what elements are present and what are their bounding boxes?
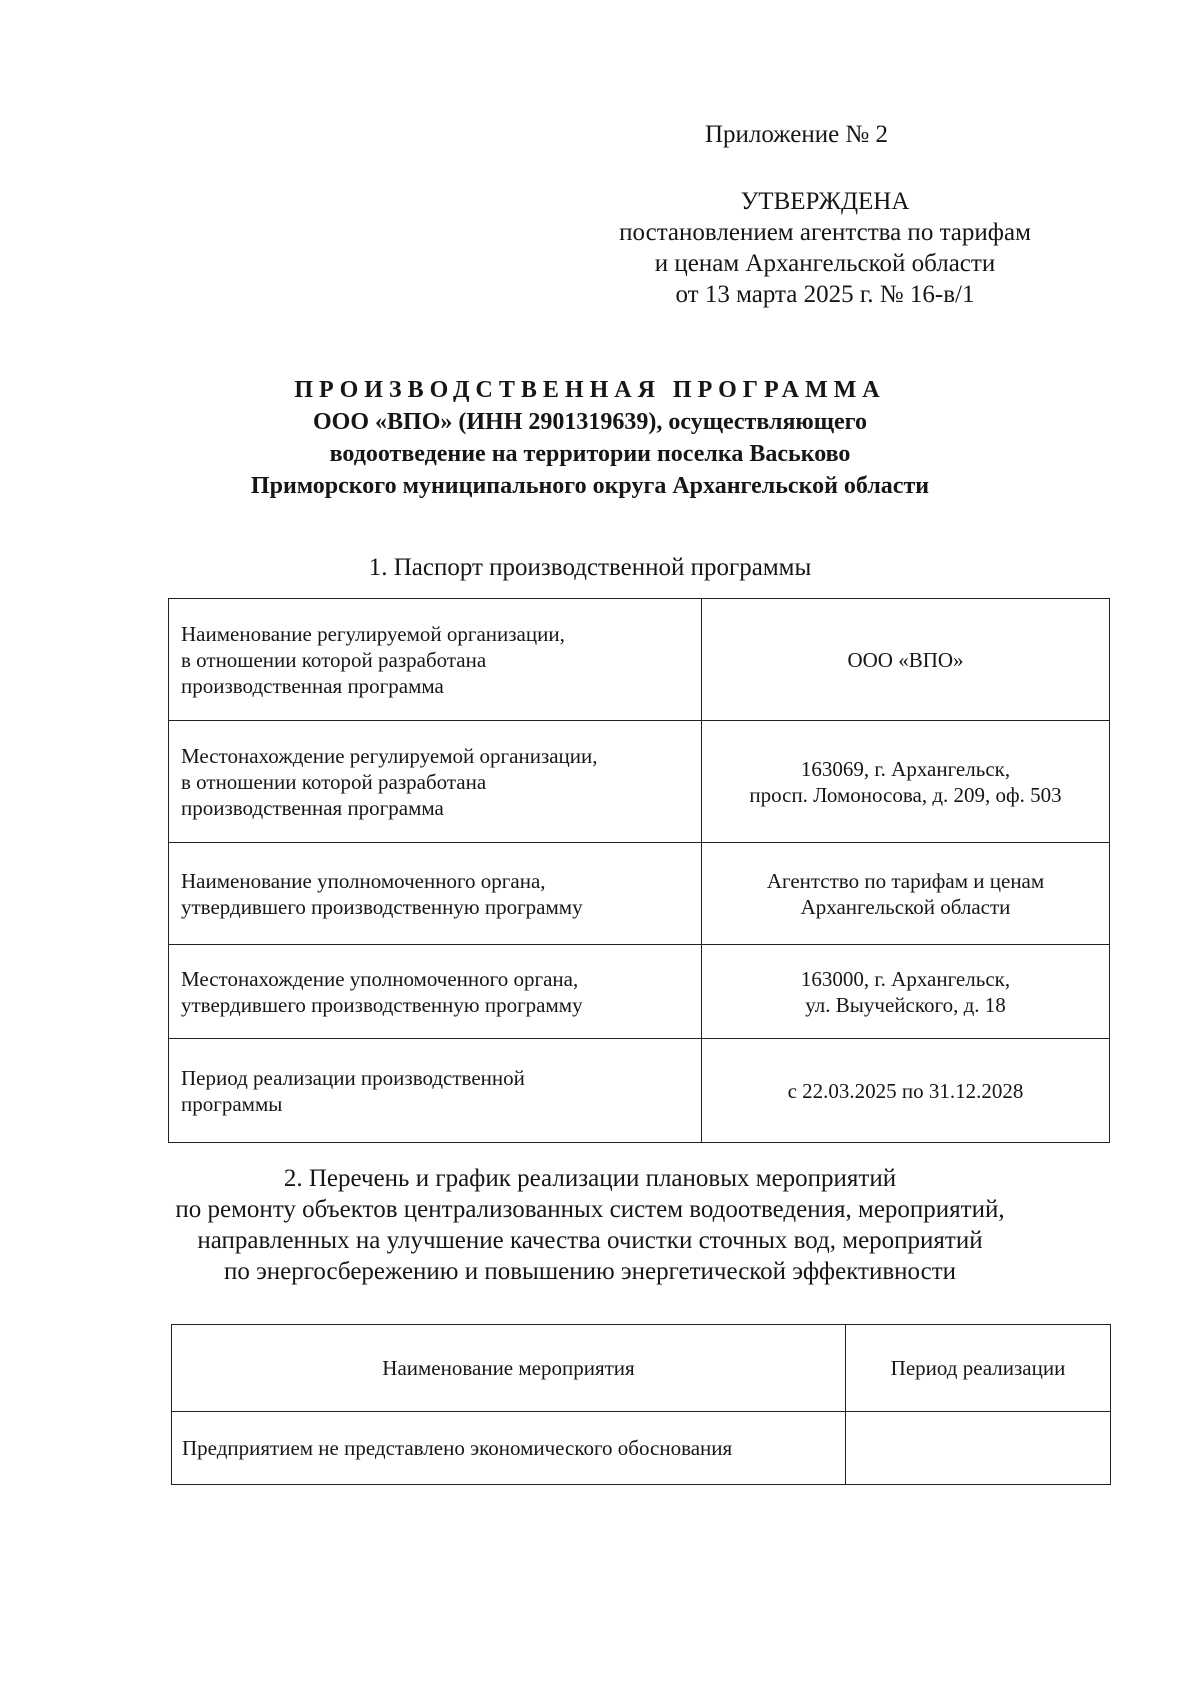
title-main: ПРОИЗВОДСТВЕННАЯ ПРОГРАММА <box>294 377 886 403</box>
section2-heading-line: по ремонту объектов централизованных систем водоотведения, мероприятий, <box>175 1196 1005 1223</box>
title-line: Приморского муниципального округа Архангельской области <box>250 473 930 499</box>
approval-line: от 13 марта 2025 г. № 16-в/1 <box>675 281 975 308</box>
column-header-period: Период реализации <box>846 1325 1111 1412</box>
measure-name-cell: Предприятием не представлено экономического обоснования <box>172 1412 846 1485</box>
cell-line: производственная программа <box>181 673 444 698</box>
cell-line: производственная программа <box>181 795 444 820</box>
cell-line: Местонахождение уполномоченного органа, <box>181 966 579 991</box>
cell-line: Архангельской области <box>800 894 1011 919</box>
approval-line: и ценам Архангельской области <box>654 250 996 277</box>
appendix-label: Приложение № 2 <box>705 121 889 148</box>
cell-line: просп. Ломоносова, д. 209, оф. 503 <box>749 782 1062 807</box>
passport-value <box>702 599 1110 721</box>
table-row <box>169 721 1110 843</box>
passport-value <box>702 721 1110 843</box>
title-line: водоотведение на территории поселка Васьково <box>329 441 851 467</box>
cell-line: Местонахождение регулируемой организации, <box>181 743 598 768</box>
cell-line: Наименование регулируемой организации, <box>181 621 565 646</box>
passport-value <box>702 1039 1110 1143</box>
cell-line: Наименование уполномоченного органа, <box>181 868 546 893</box>
passport-table <box>168 598 1110 1143</box>
table-row <box>169 599 1110 721</box>
program-title <box>150 374 1030 502</box>
measures-table <box>171 1324 1111 1485</box>
section1-heading-text: 1. Паспорт производственной программы <box>368 554 812 581</box>
cell-line: Период реализации производственной <box>181 1065 525 1090</box>
table-row <box>169 945 1110 1039</box>
measure-period-cell <box>846 1412 1111 1485</box>
cell-line: программы <box>181 1091 283 1116</box>
table-row <box>169 843 1110 945</box>
column-header-name: Наименование мероприятия <box>172 1325 846 1412</box>
cell-line: в отношении которой разработана <box>181 769 487 794</box>
section2-heading-line: 2. Перечень и график реализации плановых мероприятий <box>283 1165 897 1192</box>
passport-label <box>169 1039 702 1143</box>
cell-line: Агентство по тарифам и ценам <box>766 868 1045 893</box>
cell-line: ООО «ВПО» <box>847 647 964 672</box>
section1-heading <box>150 552 1030 583</box>
cell-line: 163000, г. Архангельск, <box>800 966 1011 991</box>
cell-line: с 22.03.2025 по 31.12.2028 <box>787 1078 1024 1103</box>
cell-line: утвердившего производственную программу <box>181 992 583 1017</box>
passport-value <box>702 945 1110 1039</box>
section2-heading <box>150 1163 1030 1287</box>
cell-line: в отношении которой разработана <box>181 647 487 672</box>
title-line: ООО «ВПО» (ИНН 2901319639), осуществляющего <box>313 409 867 435</box>
approval-line: постановлением агентства по тарифам <box>619 219 1031 246</box>
passport-label <box>169 945 702 1039</box>
table-row <box>172 1412 1111 1485</box>
cell-line: утвердившего производственную программу <box>181 894 583 919</box>
approval-heading: УТВЕРЖДЕНА <box>740 188 910 215</box>
passport-label <box>169 721 702 843</box>
table-row <box>169 1039 1110 1143</box>
passport-value <box>702 843 1110 945</box>
approval-block <box>595 186 1055 310</box>
section2-heading-line: направленных на улучшение качества очистки сточных вод, мероприятий <box>197 1227 983 1254</box>
section2-heading-line: по энергосбережению и повышению энергетической эффективности <box>223 1258 957 1285</box>
cell-line: ул. Выучейского, д. 18 <box>805 992 1006 1017</box>
passport-label <box>169 843 702 945</box>
cell-line: 163069, г. Архангельск, <box>800 756 1011 781</box>
table-header-row <box>172 1325 1111 1412</box>
passport-label <box>169 599 702 721</box>
